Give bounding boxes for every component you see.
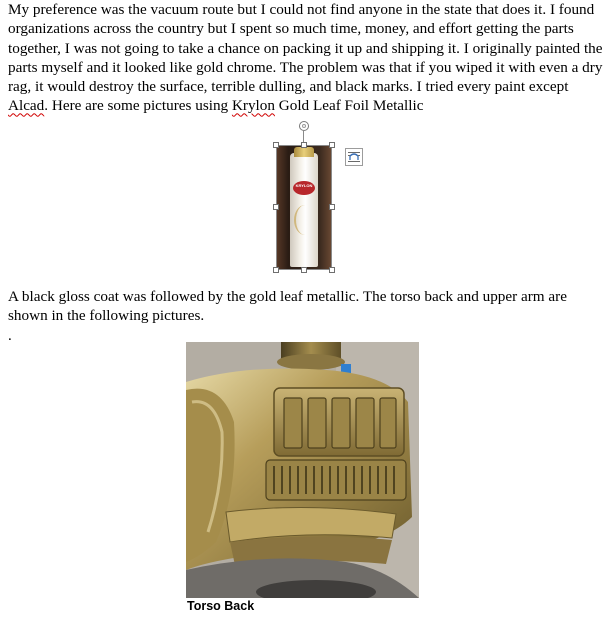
resize-handle-top-left[interactable] [273,142,279,148]
paragraph-1-text-a: My preference was the vacuum route but I could not find anyone in the state that does it. I found organizations across the country but I spent so much time, money, and effort getting the parts together, I was not going to take a chance on packing it up and shipping it. I originally painted the parts myself and it looked like gold chrome. The problem was that if you wiped it with even a dry rag, it would destroy the surface, terrible dulling, and black marks. I tried every paint except [8,1,603,96]
layout-options-icon[interactable] [345,148,363,166]
spray-can-cap [294,147,314,157]
misspelled-word-alcad[interactable]: Alcad [8,97,45,115]
spray-can-script-graphic [294,205,316,235]
resize-handle-right[interactable] [329,204,335,210]
spray-can [290,153,318,267]
figure-caption: Torso Back [187,599,255,613]
resize-handle-top[interactable] [301,142,307,148]
selected-spray-can-image[interactable] [276,145,332,270]
spray-can-badge-text: KRYLON [295,183,313,188]
resize-handle-bottom-left[interactable] [273,267,279,273]
paragraph-1-text-c: Gold Leaf Foil Metallic [274,97,424,115]
torso-back-photo[interactable] [186,342,419,598]
misspelled-word-krylon[interactable]: Krylon [231,97,275,115]
resize-handle-bottom-right[interactable] [329,267,335,273]
stray-dot: . [8,328,12,344]
spray-can-photo[interactable] [276,145,332,270]
spray-can-badge [293,181,315,195]
resize-handle-bottom[interactable] [301,267,307,273]
resize-handle-top-right[interactable] [329,142,335,148]
paragraph-1-text-b: . Here are some pictures using [44,97,232,115]
rotate-handle-icon[interactable] [299,121,309,131]
resize-handle-left[interactable] [273,204,279,210]
body-paragraph-2: A black gloss coat was followed by the gold leaf metallic. The torso back and upper arm are shown in the following pictures. [8,288,567,325]
body-paragraph-1 [8,0,608,116]
